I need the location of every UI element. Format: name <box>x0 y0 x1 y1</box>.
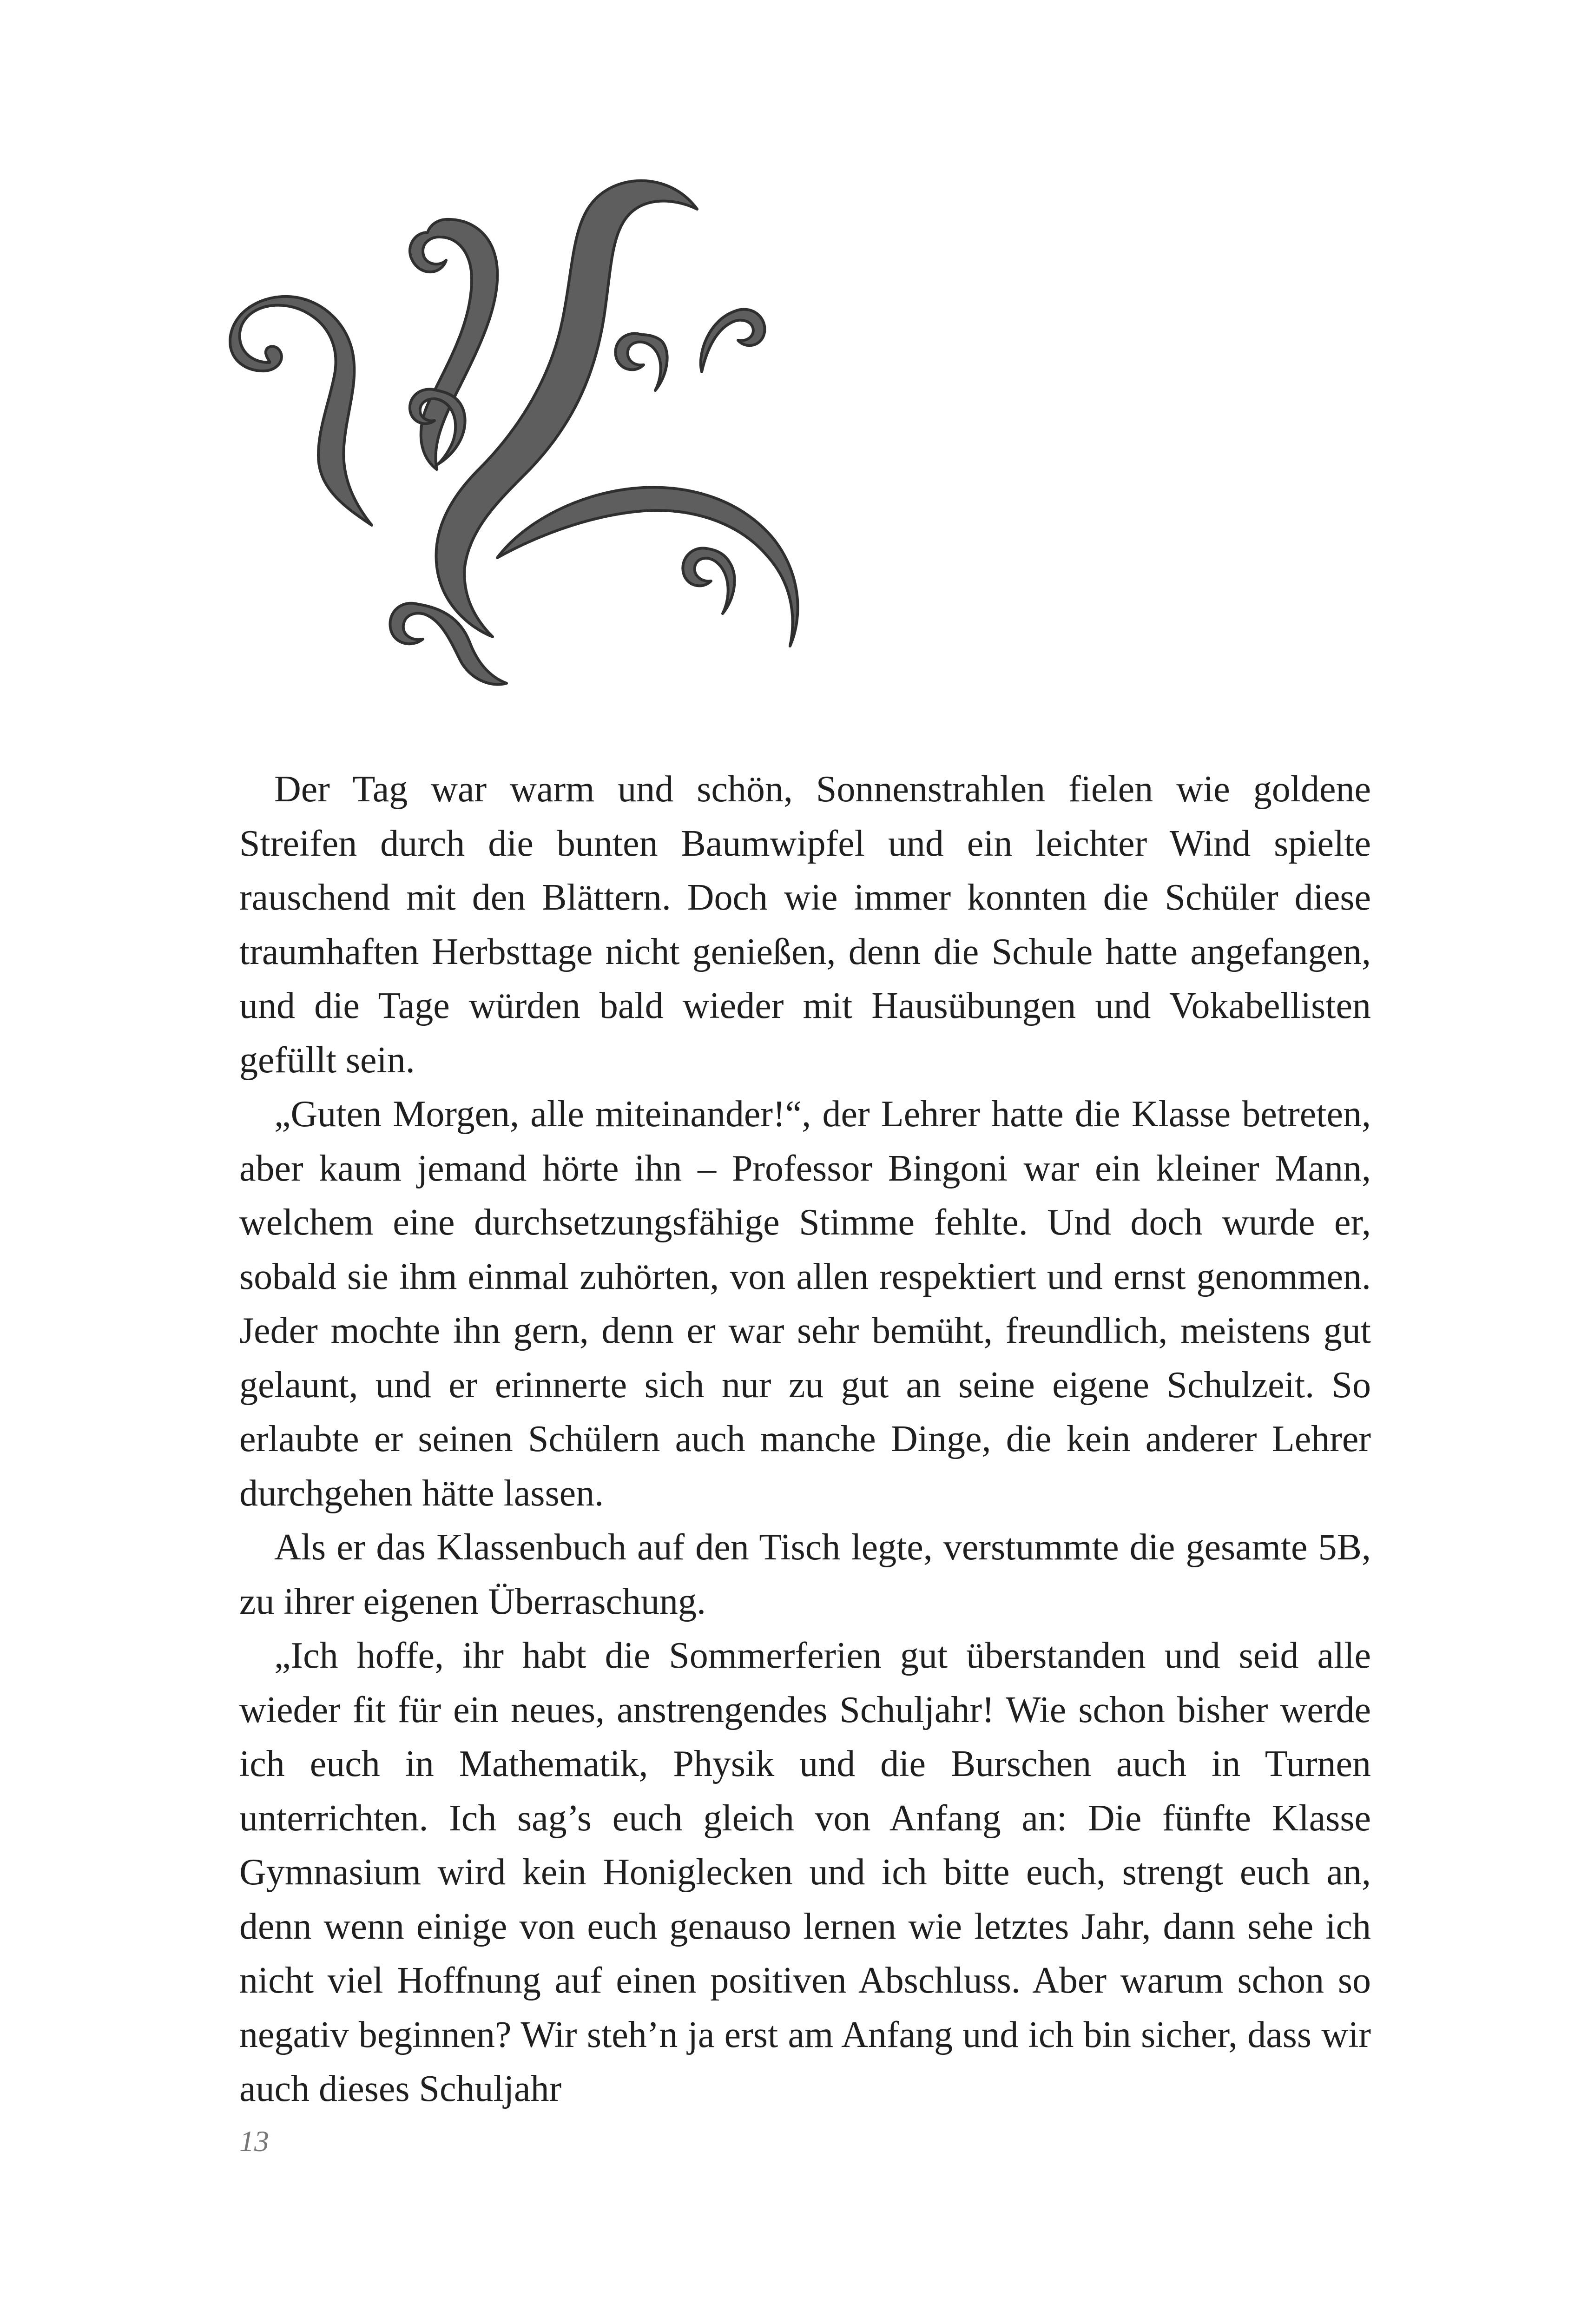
ornament-right-arm <box>497 487 798 646</box>
paragraph: „Ich hoffe, ihr habt die Sommerferien gut überstanden und seid alle wieder fit für ein neues, anstrengendes Schuljahr! Wie schon bisher werde ich euch in Mathematik, Physik und die Burschen auch in Turnen unterrichten. Ich sag’s euch gleich von Anfang an: Die fünfte Klasse Gymnasium wird kein Honiglecken und ich bitte euch, strengt euch an, denn wenn einige von euch genauso lernen wie letztes Jahr, dann sehe ich nicht viel Hoffnung auf einen positiven Abschluss. Aber warum schon so negativ beginnen? Wir steh’n ja erst am Anfang und ich bin sicher, dass wir auch dieses Schuljahr <box>239 1635 1371 2109</box>
ornament-upper-right-hook <box>701 310 765 372</box>
ornament-middle-curl <box>615 334 667 390</box>
body-text <box>239 762 1371 2116</box>
ornament-right-curl <box>683 548 734 614</box>
ornament-top-hook <box>410 219 497 469</box>
paragraph: Als er das Klassenbuch auf den Tisch legte, verstummte die gesamte 5B, zu ihrer eigenen Überraschung. <box>239 1527 1371 1622</box>
ornament-bottom-curl <box>390 603 507 685</box>
paragraph: Der Tag war warm und schön, Sonnenstrahlen fielen wie goldene Streifen durch die bunten Baumwipfel und ein leichter Wind spielte rauschend mit den Blättern. Doch wie immer konnten die Schüler diese traumhaften Herbsttage nicht genießen, denn die Schule hatte angefangen, und die Tage würden bald wieder mit Hausübungen und Vokabellisten gefüllt sein. <box>239 769 1371 1081</box>
page-number: 13 <box>239 2125 269 2158</box>
swirl-ornament-icon <box>218 167 869 716</box>
ornament-left-scroll <box>230 297 372 525</box>
paragraph: „Guten Morgen, alle miteinander!“, der Lehrer hatte die Klasse betreten, aber kaum jemand hörte ihn – Professor Bingoni war ein kleiner Mann, welchem eine durchsetzungsfähige Stimme fehlte. Und doch wurde er, sobald sie ihm einmal zuhörten, von allen respektiert und ernst genommen. Jeder mochte ihn gern, denn er war sehr bemüht, freundlich, meistens gut gelaunt, und er erinnerte sich nur zu gut an seine eigene Schulzeit. So erlaubte er seinen Schülern auch manche Dinge, die kein anderer Lehrer durchgehen hätte lassen. <box>239 1094 1371 1514</box>
